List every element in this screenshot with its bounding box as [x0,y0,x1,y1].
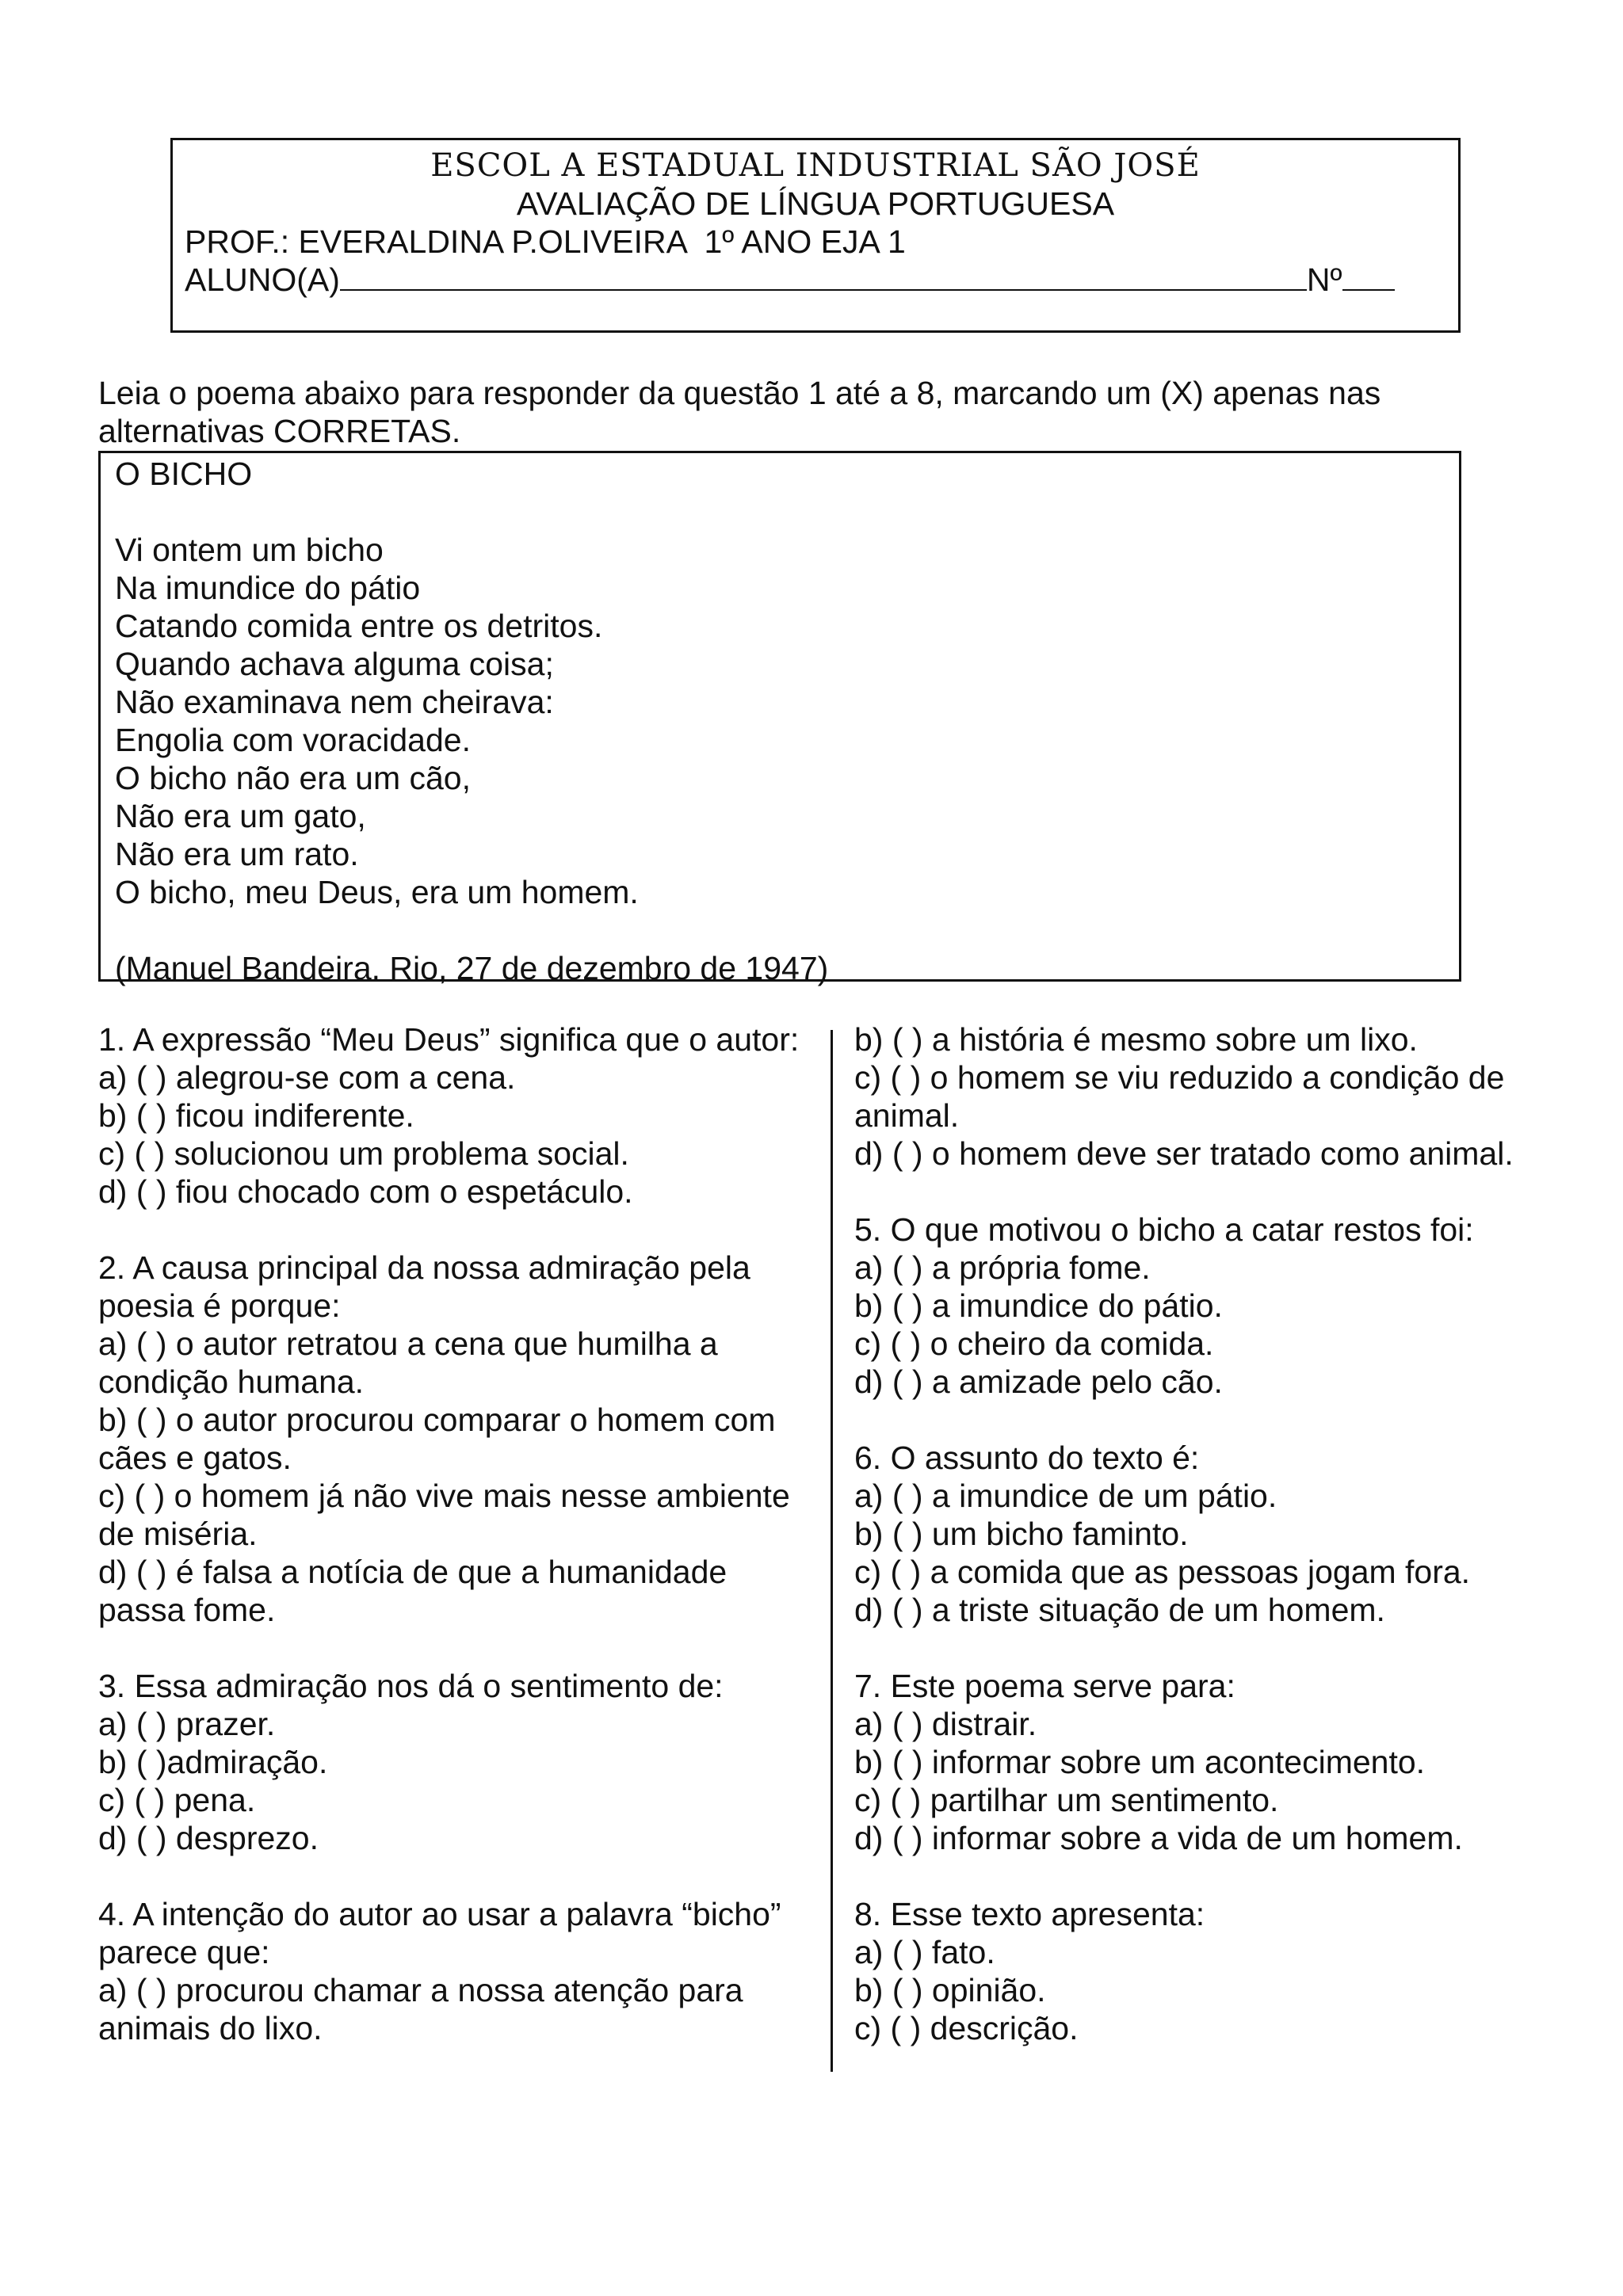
option-b[interactable]: b) ( ) opinião. [854,1972,1046,2008]
question-stem: 6. O assunto do texto é: [854,1440,1200,1476]
option-a[interactable]: a) ( ) prazer. [98,1706,276,1742]
poem-line: Catando comida entre os detritos. [115,608,603,644]
instructions: Leia o poema abaixo para responder da questão 1 até a 8, marcando um (X) apenas nas alternativas CORRETAS. [98,375,1381,449]
option-c[interactable]: c) ( ) solucionou um problema social. [98,1135,629,1172]
option-a[interactable]: a) ( ) distrair. [854,1706,1037,1742]
poem-line: Vi ontem um bicho [115,532,384,568]
poem-title: O BICHO [115,456,253,492]
header-box [170,138,1461,333]
option-c[interactable]: c) ( ) o homem já não vive mais nesse ambiente de miséria. [98,1478,790,1552]
poem [115,455,828,987]
option-d[interactable]: d) ( ) informar sobre a vida de um homem. [854,1820,1463,1856]
questions-left-column [98,1020,812,2085]
poem-line: Não examinava nem cheirava: [115,684,554,720]
poem-line: Quando achava alguma coisa; [115,646,554,682]
option-a[interactable]: a) ( ) a própria fome. [854,1249,1151,1286]
question-3 [98,1667,812,1857]
question-2 [98,1249,812,1629]
question-7 [854,1667,1599,1857]
questions-right-column [854,1020,1599,2085]
question-1 [98,1020,812,1211]
question-stem: 2. A causa principal da nossa admiração pela poesia é porque: [98,1249,750,1324]
option-b[interactable]: b) ( ) um bicho faminto. [854,1516,1189,1552]
question-stem: 3. Essa admiração nos dá o sentimento de: [98,1668,724,1704]
option-c[interactable]: c) ( ) o cheiro da comida. [854,1325,1214,1362]
option-c[interactable]: c) ( ) descrição. [854,2010,1079,2046]
student-name-label: ALUNO(A) [185,261,340,298]
option-a[interactable]: a) ( ) o autor retratou a cena que humilha a condição humana. [98,1325,718,1400]
question-6 [854,1439,1599,1629]
option-b[interactable]: b) ( ) a imundice do pátio. [854,1287,1223,1324]
option-c[interactable]: c) ( ) partilhar um sentimento. [854,1782,1279,1818]
teacher-class-line: PROF.: EVERALDINA P.OLIVEIRA 1º ANO EJA 1 [185,223,906,260]
poem-box [98,451,1461,986]
poem-line: Engolia com voracidade. [115,722,471,758]
question-stem: 1. A expressão “Meu Deus” significa que o autor: [98,1021,800,1058]
option-b[interactable]: b) ( ) a história é mesmo sobre um lixo. [854,1021,1418,1058]
question-4-continued [854,1020,1599,1173]
student-name-line [185,261,1395,299]
option-a[interactable]: a) ( ) a imundice de um pátio. [854,1478,1277,1514]
option-d[interactable]: d) ( ) desprezo. [98,1820,319,1856]
option-c[interactable]: c) ( ) pena. [98,1782,256,1818]
option-d[interactable]: d) ( ) a amizade pelo cão. [854,1363,1223,1400]
option-b[interactable]: b) ( ) o autor procurou comparar o homem com cães e gatos. [98,1402,776,1476]
question-4 [98,1895,812,2047]
option-a[interactable]: a) ( ) fato. [854,1934,995,1970]
option-c[interactable]: c) ( ) o homem se viu reduzido a condição de animal. [854,1059,1505,1134]
option-b[interactable]: b) ( )admiração. [98,1744,328,1780]
question-stem: 7. Este poema serve para: [854,1668,1235,1704]
question-8 [854,1895,1599,2047]
poem-line: Na imundice do pátio [115,570,421,606]
poem-line: Não era um gato, [115,798,366,834]
column-divider [831,1030,833,2072]
option-d[interactable]: d) ( ) fiou chocado com o espetáculo. [98,1173,633,1210]
exam-title: AVALIAÇÃO DE LÍNGUA PORTUGUESA [516,185,1115,222]
option-d[interactable]: d) ( ) o homem deve ser tratado como animal. [854,1135,1514,1172]
number-label: Nº [1306,261,1342,298]
option-c[interactable]: c) ( ) a comida que as pessoas jogam fora. [854,1554,1471,1590]
question-5 [854,1211,1599,1401]
poem-line: O bicho, meu Deus, era um homem. [115,874,639,910]
poem-line: O bicho não era um cão, [115,760,471,796]
option-a[interactable]: a) ( ) alegrou-se com a cena. [98,1059,516,1096]
question-stem: 8. Esse texto apresenta: [854,1896,1205,1932]
student-name-blank [340,262,1307,291]
option-d[interactable]: d) ( ) a triste situação de um homem. [854,1592,1385,1628]
school-name: ESCOL A ESTADUAL INDUSTRIAL SÃO JOSÉ [430,147,1201,184]
option-d[interactable]: d) ( ) é falsa a notícia de que a humanidade passa fome. [98,1554,727,1628]
question-stem: 4. A intenção do autor ao usar a palavra “bicho” parece que: [98,1896,781,1970]
option-a[interactable]: a) ( ) procurou chamar a nossa atenção para animais do lixo. [98,1972,743,2046]
option-b[interactable]: b) ( ) ficou indiferente. [98,1097,414,1134]
poem-line: Não era um rato. [115,836,359,872]
option-b[interactable]: b) ( ) informar sobre um acontecimento. [854,1744,1426,1780]
poem-source: (Manuel Bandeira. Rio, 27 de dezembro de 1947) [115,950,829,986]
question-stem: 5. O que motivou o bicho a catar restos foi: [854,1211,1474,1248]
number-blank [1342,262,1395,291]
